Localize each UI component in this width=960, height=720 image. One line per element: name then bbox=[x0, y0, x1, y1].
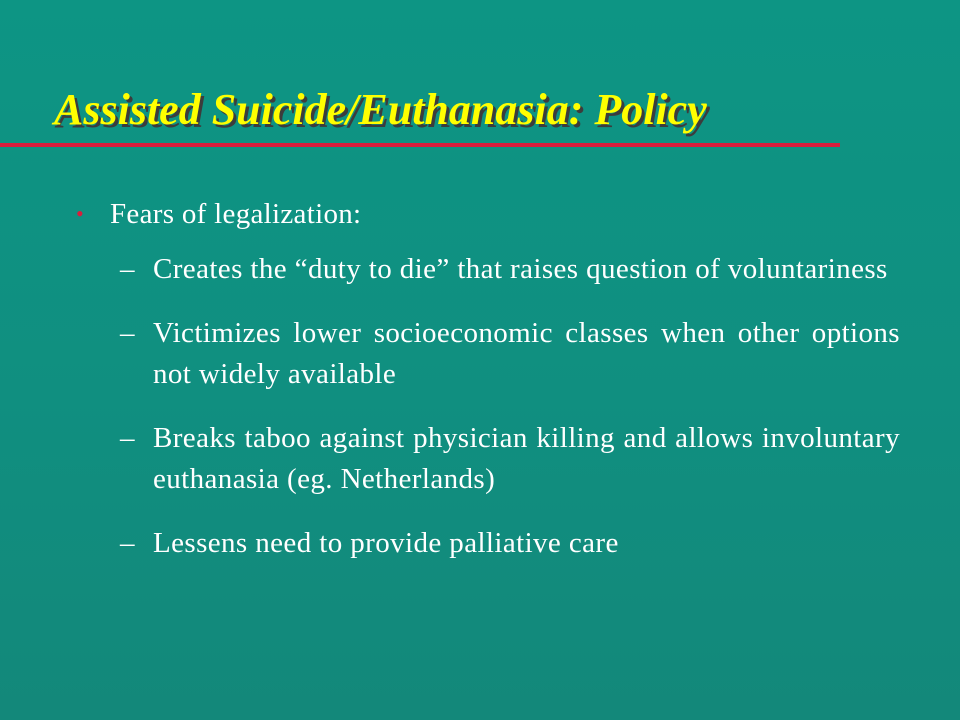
sub-bullet-text: Lessens need to provide palliative care bbox=[153, 527, 619, 559]
dash-icon: – bbox=[120, 317, 135, 349]
dash-icon: – bbox=[120, 253, 135, 285]
dash-icon: – bbox=[120, 422, 135, 454]
slide-title: Assisted Suicide/Euthanasia: Policy bbox=[54, 85, 707, 134]
sub-bullet-item bbox=[120, 523, 900, 564]
sub-bullet-text: Breaks taboo against physician killing and allows involuntary euthanasia (eg. Netherlands) bbox=[153, 422, 900, 495]
dash-icon: – bbox=[120, 527, 135, 559]
title-underline bbox=[0, 143, 840, 147]
bullet-dot-icon: • bbox=[76, 201, 84, 226]
sub-bullet-item bbox=[120, 249, 900, 290]
bullet-item bbox=[76, 196, 361, 232]
sub-bullet-text: Victimizes lower socioeconomic classes when other options not widely available bbox=[153, 317, 900, 390]
sub-bullet-item bbox=[120, 418, 900, 500]
bullet-text: Fears of legalization: bbox=[110, 198, 362, 230]
sub-bullet-text: Creates the “duty to die” that raises question of voluntariness bbox=[153, 253, 888, 285]
sub-bullet-item bbox=[120, 313, 900, 395]
sub-bullet-list bbox=[120, 249, 900, 587]
